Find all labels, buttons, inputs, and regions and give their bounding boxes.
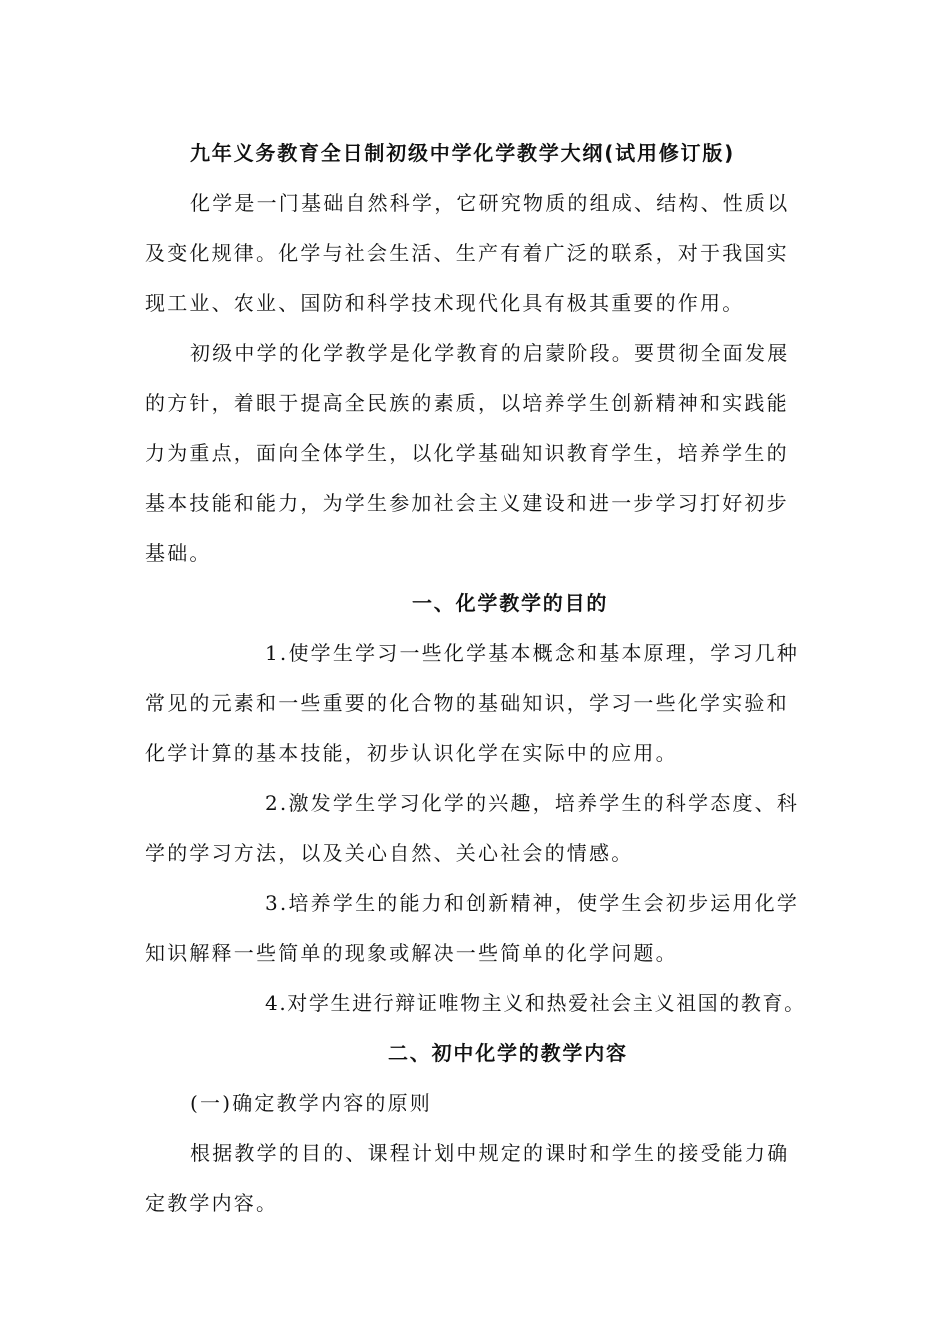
section-heading-2: 二、初中化学的教学内容 [388,1041,628,1065]
document-title: 九年义务教育全日制初级中学化学教学大纲(试用修订版) [190,141,736,165]
section-heading-1: 一、化学教学的目的 [412,591,609,615]
intro-p2-line-4: 基本技能和能力，为学生参加社会主义建设和进一步学习打好初步 [145,491,789,515]
intro-p2-line-3: 力为重点，面向全体学生，以化学基础知识教育学生，培养学生的 [145,441,789,465]
intro-p2-line-2: 的方针，着眼于提高全民族的素质，以培养学生创新精神和实践能 [145,391,789,415]
intro-p2-line-1: 初级中学的化学教学是化学教育的启蒙阶段。要贯彻全面发展 [190,341,790,365]
objective-2-line-2: 学的学习方法，以及关心自然、关心社会的情感。 [145,841,634,865]
objective-1-line-1: 1.使学生学习一些化学基本概念和基本原理，学习几种 [265,641,800,665]
objective-4-line-1: 4.对学生进行辩证唯物主义和热爱社会主义祖国的教育。 [265,991,806,1015]
intro-p1-line-2: 及变化规律。化学与社会生活、生产有着广泛的联系，对于我国实 [145,241,789,265]
intro-p2-line-5: 基础。 [145,541,212,565]
intro-p1-line-1: 化学是一门基础自然科学，它研究物质的组成、结构、性质以 [190,191,790,215]
intro-p1-line-3: 现工业、农业、国防和科学技术现代化具有极其重要的作用。 [145,291,745,315]
objective-3-line-2: 知识解释一些简单的现象或解决一些简单的化学问题。 [145,941,678,965]
objective-1-line-3: 化学计算的基本技能，初步认识化学在实际中的应用。 [145,741,678,765]
principles-line-2: 定教学内容。 [145,1191,279,1215]
subheading-principles: (一)确定教学内容的原则 [190,1091,433,1115]
objective-1-line-2: 常见的元素和一些重要的化合物的基础知识，学习一些化学实验和 [145,691,789,715]
objective-2-line-1: 2.激发学生学习化学的兴趣，培养学生的科学态度、科 [265,791,800,815]
principles-line-1: 根据教学的目的、课程计划中规定的课时和学生的接受能力确 [190,1141,790,1165]
objective-3-line-1: 3.培养学生的能力和创新精神，使学生会初步运用化学 [265,891,800,915]
